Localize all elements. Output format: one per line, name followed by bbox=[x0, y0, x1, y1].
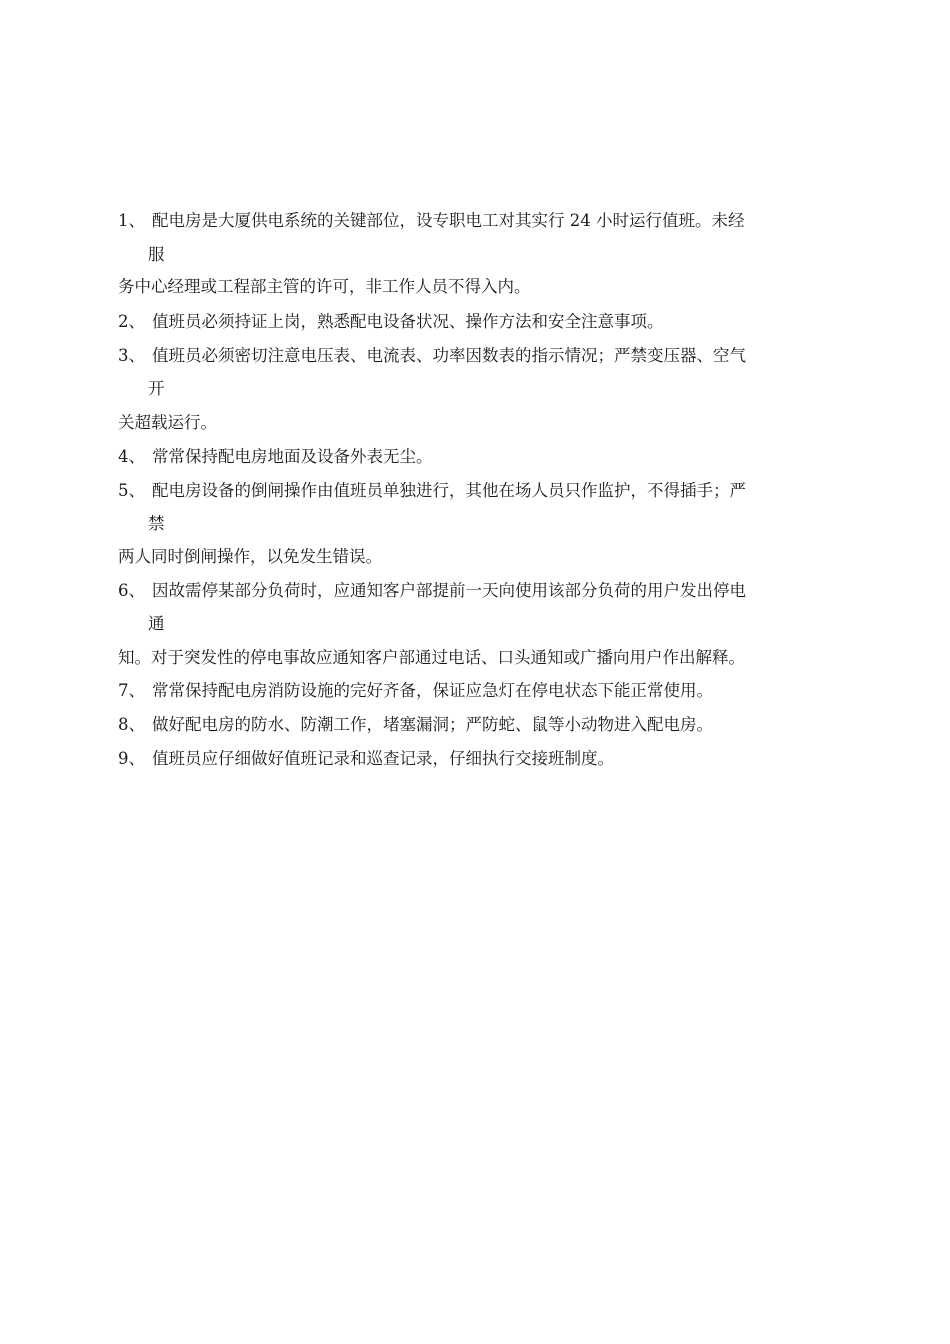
rule-7-number: 7、 bbox=[118, 681, 145, 700]
rule-4-number: 4、 bbox=[118, 447, 145, 466]
rule-3-continuation: 关超载运行。 bbox=[118, 413, 217, 432]
rule-1-text-line-1: 配电房是大厦供电系统的关键部位，设专职电工对其实行 24 小时运行值班。未经 bbox=[152, 211, 745, 230]
rule-6-number: 6、 bbox=[118, 581, 145, 600]
rule-5-text-line-2: 禁 bbox=[148, 514, 165, 533]
rule-6-text-line-2: 通 bbox=[148, 614, 165, 633]
rule-6-text-line-1: 因故需停某部分负荷时，应通知客户部提前一天向使用该部分负荷的用户发出停电 bbox=[152, 581, 746, 600]
rule-3-text-line-2: 开 bbox=[148, 379, 165, 398]
rule-6-continuation: 知。对于突发性的停电事故应通知客户部通过电话、口头通知或广播向用户作出解释。 bbox=[118, 648, 745, 667]
rule-8-text-line-1: 做好配电房的防水、防潮工作，堵塞漏洞；严防蛇、鼠等小动物进入配电房。 bbox=[152, 715, 713, 734]
rule-5-continuation: 两人同时倒闸操作，以免发生错误。 bbox=[118, 547, 382, 566]
rule-3-number: 3、 bbox=[118, 346, 145, 365]
rule-5-text-line-1: 配电房设备的倒闸操作由值班员单独进行，其他在场人员只作监护，不得插手；严 bbox=[152, 481, 746, 500]
rule-5-number: 5、 bbox=[118, 481, 145, 500]
rule-8-number: 8、 bbox=[118, 715, 145, 734]
rule-9-number: 9、 bbox=[118, 749, 145, 768]
rule-1-text-line-2: 服 bbox=[148, 245, 165, 264]
rule-1-number: 1、 bbox=[118, 211, 145, 230]
rule-2-text-line-1: 值班员必须持证上岗，熟悉配电设备状况、操作方法和安全注意事项。 bbox=[152, 312, 664, 331]
rule-1-continuation: 务中心经理或工程部主管的许可，非工作人员不得入内。 bbox=[118, 277, 531, 296]
rule-9-text-line-1: 值班员应仔细做好值班记录和巡查记录，仔细执行交接班制度。 bbox=[152, 749, 614, 768]
rule-7-text-line-1: 常常保持配电房消防设施的完好齐备，保证应急灯在停电状态下能正常使用。 bbox=[152, 681, 713, 700]
rule-2-number: 2、 bbox=[118, 312, 145, 331]
rule-4-text-line-1: 常常保持配电房地面及设备外表无尘。 bbox=[152, 447, 433, 466]
rule-3-text-line-1: 值班员必须密切注意电压表、电流表、功率因数表的指示情况；严禁变压器、空气 bbox=[152, 346, 746, 365]
